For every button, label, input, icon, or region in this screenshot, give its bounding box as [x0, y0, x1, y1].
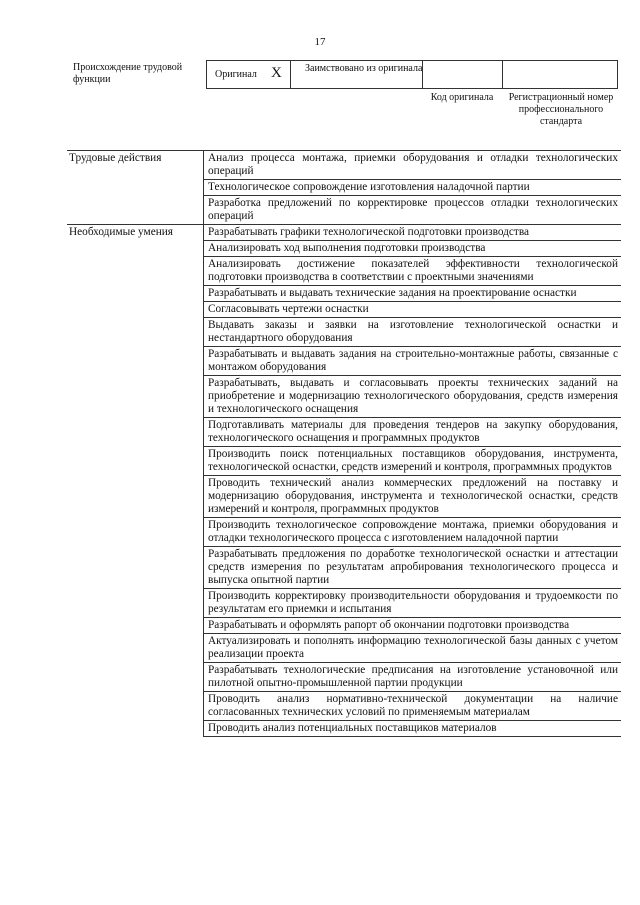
skills-item: Проводить технический анализ коммерческих предложений на поставку и модернизацию оборудования, инструмента и технологической оснастки, средств измерений и контроля, программных продуктов [204, 476, 622, 518]
reg-number-cell [503, 61, 617, 88]
labor-actions-item: Технологическое сопровождение изготовления наладочной партии [204, 180, 622, 196]
skills-row [67, 225, 621, 241]
labor-actions-row [67, 151, 621, 180]
skills-item: Проводить анализ нормативно-технической документации на наличие согласованных технических условий по применяемым материалам [204, 692, 622, 721]
borrowed-label: Заимствовано из оригинала [305, 63, 423, 74]
origin-table [206, 60, 618, 89]
original-mark-cell [271, 61, 423, 88]
skills-item: Анализировать ход выполнения подготовки производства [204, 241, 622, 257]
function-table [67, 150, 621, 737]
skills-item: Разрабатывать и выдавать технические задания на проектирование оснастки [204, 286, 622, 302]
skills-item: Разрабатывать графики технологической подготовки производства [204, 225, 622, 241]
skills-item: Разрабатывать и оформлять рапорт об окончании подготовки производства [204, 618, 622, 634]
skills-item: Анализировать достижение показателей эффективности технологической подготовки производства в соответствии с проектными значениями [204, 257, 622, 286]
original-mark: X [271, 65, 282, 81]
skills-item: Подготавливать материалы для проведения тендеров на закупку оборудования, технологического оснащения и программных продуктов [204, 418, 622, 447]
skills-item: Разрабатывать, выдавать и согласовывать проекты технических заданий на приобретение и модернизацию технологического оборудования, средств измерения и технологического оснащения [204, 376, 622, 418]
skills-item: Производить поиск потенциальных поставщиков оборудования, инструмента, технологической оснастки, средств измерений и контроля, программных продуктов [204, 447, 622, 476]
origin-label: Происхождение трудовой функции [73, 62, 183, 85]
page-number: 17 [314, 36, 326, 48]
skills-item: Производить корректировку производительности оборудования и трудоемкости по результатам его приемки и испытания [204, 589, 622, 618]
skills-item: Разрабатывать технологические предписания на изготовление установочной или пилотной опытно-промышленной партии продукции [204, 663, 622, 692]
labor-actions-title: Трудовые действия [67, 151, 204, 225]
skills-title: Необходимые умения [67, 225, 204, 737]
skills-item: Актуализировать и пополнять информацию технологической базы данных с учетом реализации проекта [204, 634, 622, 663]
skills-item: Проводить анализ потенциальных поставщиков материалов [204, 721, 622, 737]
skills-item: Согласовывать чертежи оснастки [204, 302, 622, 318]
code-caption: Код оригинала [430, 92, 494, 103]
labor-actions-item: Анализ процесса монтажа, приемки оборудования и отладки технологических операций [204, 151, 622, 180]
skills-item: Выдавать заказы и заявки на изготовление технологической оснастки и нестандартного оборудования [204, 318, 622, 347]
skills-item: Разрабатывать предложения по доработке технологической оснастки и аттестации средств измерения по результатам апробирования технологического процесса и выпуска опытной партии [204, 547, 622, 589]
code-cell [423, 61, 503, 88]
labor-actions-item: Разработка предложений по корректировке процессов отладки технологических операций [204, 196, 622, 225]
skills-item: Производить технологическое сопровождение монтажа, приемки оборудования и отладки технологического процесса с изготовлением наладочной партии [204, 518, 622, 547]
original-label: Оригинал [215, 69, 257, 80]
reg-number-caption: Регистрационный номер профессионального стандарта [508, 92, 614, 127]
skills-item: Разрабатывать и выдавать задания на строительно-монтажные работы, связанные с монтажом оборудования [204, 347, 622, 376]
